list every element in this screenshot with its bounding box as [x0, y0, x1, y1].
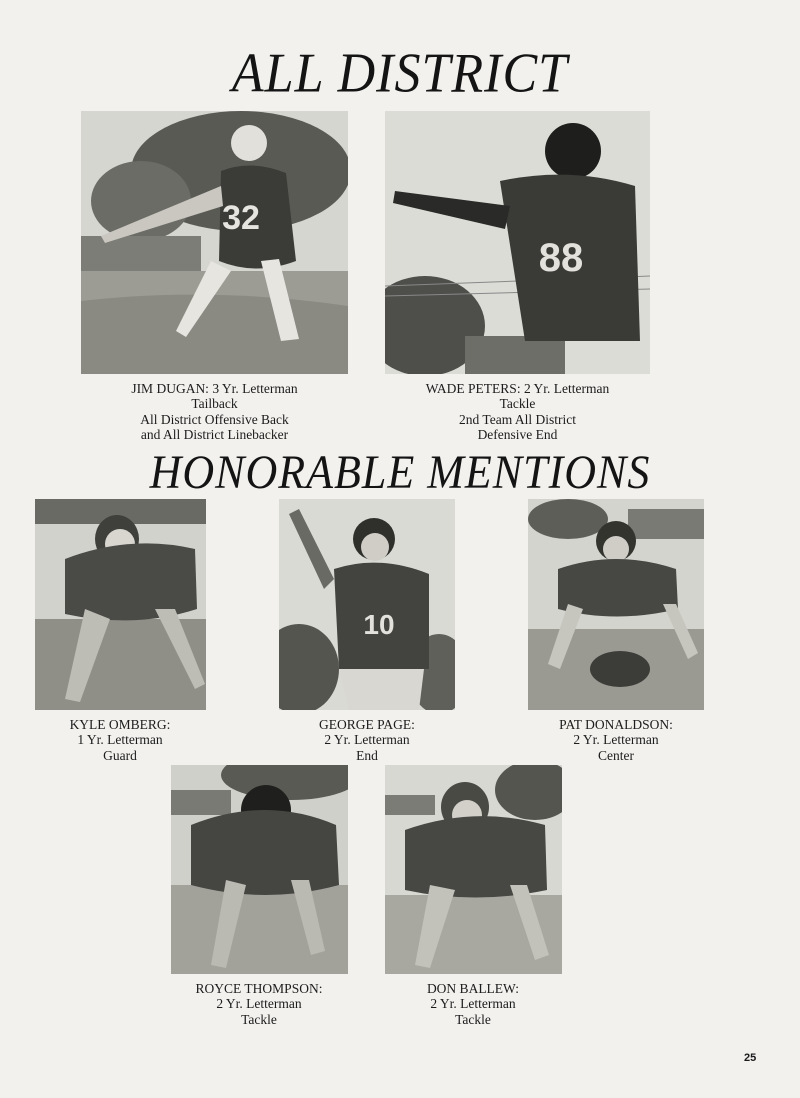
caption-line: End [356, 747, 378, 763]
player-name: JIM DUGAN: 3 Yr. Letterman [131, 381, 298, 396]
caption-line: Tackle [499, 396, 536, 412]
caption-line: 1 Yr. Letterman [77, 732, 163, 748]
caption-royce-thompson [159, 981, 359, 1027]
caption-line: 2 Yr. Letterman [573, 732, 659, 748]
honorable-mentions-heading: HONORABLE MENTIONS [149, 446, 651, 499]
player-name: DON BALLEW: [426, 981, 520, 996]
caption-george-page [267, 717, 467, 763]
photo-pat-donaldson [528, 499, 704, 710]
jersey-number-88: 88 [538, 236, 584, 280]
caption-line: Center [598, 747, 634, 763]
all-district-heading: ALL DISTRICT [231, 42, 569, 105]
caption-kyle-omberg [20, 717, 220, 763]
caption-jim-dugan [81, 381, 348, 442]
caption-line: Tailback [191, 396, 238, 412]
caption-wade-peters [385, 381, 650, 442]
jersey-number-10: 10 [363, 609, 395, 640]
caption-line: Tackle [455, 1011, 491, 1027]
caption-line: 2 Yr. Letterman [216, 996, 302, 1012]
player-name: PAT DONALDSON: [559, 717, 673, 732]
photo-royce-thompson [171, 765, 348, 974]
photo-don-ballew [385, 765, 562, 974]
caption-line: 2 Yr. Letterman [430, 996, 516, 1012]
jersey-number-32: 32 [222, 199, 260, 237]
caption-pat-donaldson [516, 717, 716, 763]
caption-don-ballew [373, 981, 573, 1027]
photo-wade-peters [385, 111, 650, 374]
caption-line: and All District Linebacker [140, 426, 289, 442]
caption-line: 2nd Team All District [459, 411, 576, 427]
caption-line: All District Offensive Back [140, 411, 289, 427]
photo-kyle-omberg [35, 499, 206, 710]
caption-line: 2 Yr. Letterman [324, 732, 410, 748]
caption-line: Defensive End [477, 426, 558, 442]
photo-jim-dugan [81, 111, 348, 374]
player-name: WADE PETERS: 2 Yr. Letterman [425, 381, 610, 396]
photo-george-page [279, 499, 455, 710]
player-name: ROYCE THOMPSON: [195, 981, 323, 996]
player-name: KYLE OMBERG: [69, 717, 171, 732]
player-name: GEORGE PAGE: [319, 717, 415, 732]
caption-line: Tackle [241, 1011, 277, 1027]
page-number: 25 [744, 1052, 757, 1064]
caption-line: Guard [103, 747, 137, 763]
